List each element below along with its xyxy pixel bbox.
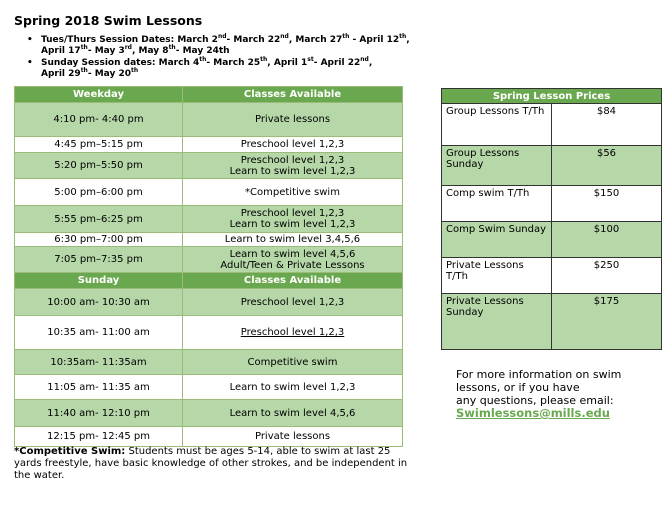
table-row <box>15 179 403 206</box>
table-row <box>442 104 662 146</box>
class-cell: Competitive swim <box>183 350 403 375</box>
time-cell: 10:35am- 11:35am <box>15 350 183 375</box>
sunday-header-row <box>15 273 403 289</box>
table-row <box>15 233 403 247</box>
table-row <box>15 206 403 233</box>
lesson-price: $175 <box>552 294 662 350</box>
class-cell: Learn to swim level 4,5,6 Adult/Teen & Private Lessons <box>183 247 403 273</box>
table-row <box>442 186 662 222</box>
class-cell: Private lessons <box>183 103 403 137</box>
time-cell: 5:20 pm–5:50 pm <box>15 153 183 179</box>
page-title: Spring 2018 Swim Lessons <box>14 13 203 28</box>
prices-header-row <box>442 89 662 104</box>
schedule-table <box>14 86 403 447</box>
time-cell: 11:05 am- 11:35 am <box>15 375 183 400</box>
bullet-icon: • <box>27 35 33 45</box>
weekday-header-row <box>15 87 403 103</box>
class-cell: Preschool level 1,2,3 Learn to swim level 1,2,3 <box>183 206 403 233</box>
class-cell: Preschool level 1,2,3 <box>183 289 403 316</box>
lesson-price: $56 <box>552 146 662 186</box>
class-cell: *Competitive swim <box>183 179 403 206</box>
table-row <box>15 400 403 427</box>
class-cell: Preschool level 1,2,3 <box>183 316 403 350</box>
table-row <box>442 222 662 258</box>
time-cell: 12:15 pm- 12:45 pm <box>15 427 183 447</box>
time-cell: 10:00 am- 10:30 am <box>15 289 183 316</box>
time-cell: 11:40 am- 12:10 pm <box>15 400 183 427</box>
lesson-price: $100 <box>552 222 662 258</box>
table-row <box>15 153 403 179</box>
lesson-name: Group Lessons T/Th <box>442 104 552 146</box>
class-cell: Preschool level 1,2,3 <box>183 137 403 153</box>
info-line: any questions, please email: <box>456 394 614 407</box>
email-link[interactable]: Swimlessons@mills.edu <box>456 406 610 420</box>
table-row <box>442 294 662 350</box>
time-cell: 5:00 pm–6:00 pm <box>15 179 183 206</box>
info-line: lessons, or if you have <box>456 381 580 394</box>
lesson-price: $250 <box>552 258 662 294</box>
time-cell: 10:35 am- 11:00 am <box>15 316 183 350</box>
class-cell: Learn to swim level 4,5,6 <box>183 400 403 427</box>
time-cell: 6:30 pm–7:00 pm <box>15 233 183 247</box>
info-line: For more information on swim <box>456 368 622 381</box>
time-cell: 4:10 pm- 4:40 pm <box>15 103 183 137</box>
sunday-header: Sunday <box>15 273 183 289</box>
table-row <box>15 316 403 350</box>
table-row <box>15 247 403 273</box>
class-cell: Learn to swim level 3,4,5,6 <box>183 233 403 247</box>
table-row <box>15 427 403 447</box>
table-row <box>15 137 403 153</box>
contact-info <box>456 368 666 420</box>
class-cell: Learn to swim level 1,2,3 <box>183 375 403 400</box>
time-cell: 4:45 pm–5:15 pm <box>15 137 183 153</box>
lesson-name: Group Lessons Sunday <box>442 146 552 186</box>
table-row <box>15 103 403 137</box>
lesson-name: Private Lessons Sunday <box>442 294 552 350</box>
table-row <box>442 146 662 186</box>
time-cell: 7:05 pm–7:35 pm <box>15 247 183 273</box>
lesson-name: Private Lessons T/Th <box>442 258 552 294</box>
lesson-name: Comp swim T/Th <box>442 186 552 222</box>
table-row <box>15 289 403 316</box>
classes-header: Classes Available <box>183 87 403 103</box>
table-row <box>15 350 403 375</box>
table-row <box>442 258 662 294</box>
lesson-price: $150 <box>552 186 662 222</box>
class-cell: Preschool level 1,2,3 Learn to swim level 1,2,3 <box>183 153 403 179</box>
competitive-swim-footnote: *Competitive Swim: Students must be ages 5-14, able to swim at last 25 yards freestyle, have basic knowledge of other strokes, and be independent in the water. <box>14 446 408 481</box>
weekday-header: Weekday <box>15 87 183 103</box>
class-cell: Private lessons <box>183 427 403 447</box>
bullet-icon: • <box>27 58 33 68</box>
time-cell: 5:55 pm–6:25 pm <box>15 206 183 233</box>
prices-table <box>441 88 662 350</box>
prices-header: Spring Lesson Prices <box>442 89 662 104</box>
lesson-name: Comp Swim Sunday <box>442 222 552 258</box>
table-row <box>15 375 403 400</box>
classes-header: Classes Available <box>183 273 403 289</box>
lesson-price: $84 <box>552 104 662 146</box>
